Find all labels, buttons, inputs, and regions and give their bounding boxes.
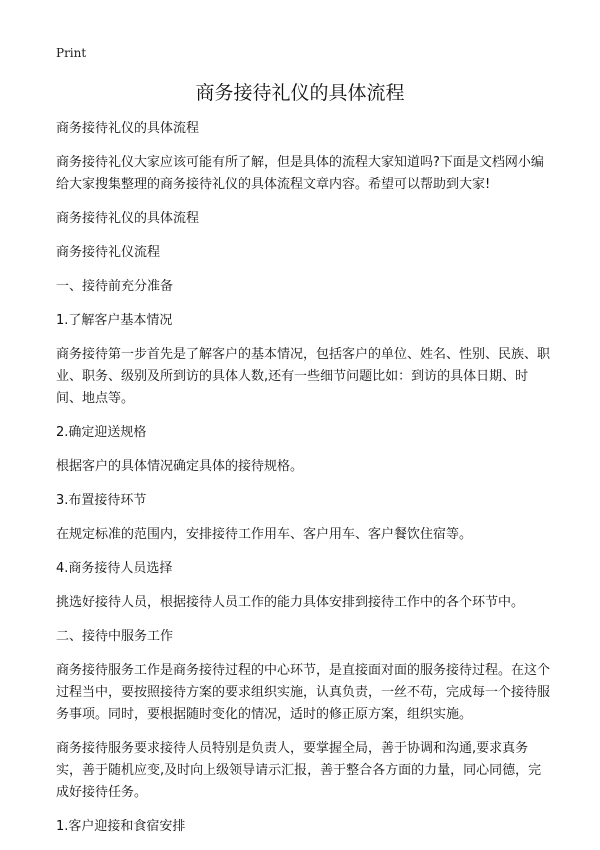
item-heading: 2.确定迎送规格 (56, 425, 147, 440)
print-label: Print (56, 46, 87, 60)
item-heading: 3.布置接待环节 (56, 493, 147, 508)
body-paragraph: 商务接待服务要求接待人员特别是负责人，要掌握全局，善于协调和沟通,要求真务实，善于随机应变,及时向上级领导请示汇报，善于整合各方面的力量，同心同德，完成好接待任务。 (56, 741, 542, 800)
document-body (56, 118, 552, 850)
item-heading: 1.了解客户基本情况 (56, 313, 173, 328)
body-paragraph: 商务接待服务工作是商务接待过程的中心环节，是直接面对面的服务接待过程。在这个过程当中，要按照接待方案的要求组织实施，认真负责，一丝不苟，完成每一个接待服务事项。同时，要根据随时变化的情况，适时的修正原方案，组织实施。 (56, 663, 551, 722)
section-heading: 商务接待礼仪的具体流程 (56, 211, 200, 226)
document-title: 商务接待礼仪的具体流程 (195, 82, 405, 104)
chapter-heading: 一、接待前充分准备 (56, 279, 174, 294)
item-heading: 1.客户迎接和食宿安排 (56, 819, 186, 834)
intro-paragraph: 商务接待礼仪大家应该可能有所了解，但是具体的流程大家知道吗?下面是文档网小编给大家搜集整理的商务接待礼仪的具体流程文章内容。希望可以帮助到大家! (56, 155, 544, 192)
body-line: 挑选好接待人员，根据接待人员工作的能力具体安排到接待工作中的各个环节中。 (56, 595, 525, 610)
body-paragraph: 商务接待第一步首先是了解客户的基本情况，包括客户的单位、姓名、性别、民族、职业、职务、级别及所到访的具体人数,还有一些细节问题比如：到访的具体日期、时间、地点等。 (56, 347, 551, 406)
body-line: 根据客户的具体情况确定具体的接待规格。 (56, 459, 304, 474)
chapter-heading: 二、接待中服务工作 (56, 629, 174, 644)
section-heading: 商务接待礼仪流程 (56, 245, 161, 260)
item-heading: 4.商务接待人员选择 (56, 561, 173, 576)
subtitle-line: 商务接待礼仪的具体流程 (56, 121, 200, 136)
body-line: 在规定标准的范围内，安排接待工作用车、客户用车、客户餐饮住宿等。 (56, 527, 473, 542)
